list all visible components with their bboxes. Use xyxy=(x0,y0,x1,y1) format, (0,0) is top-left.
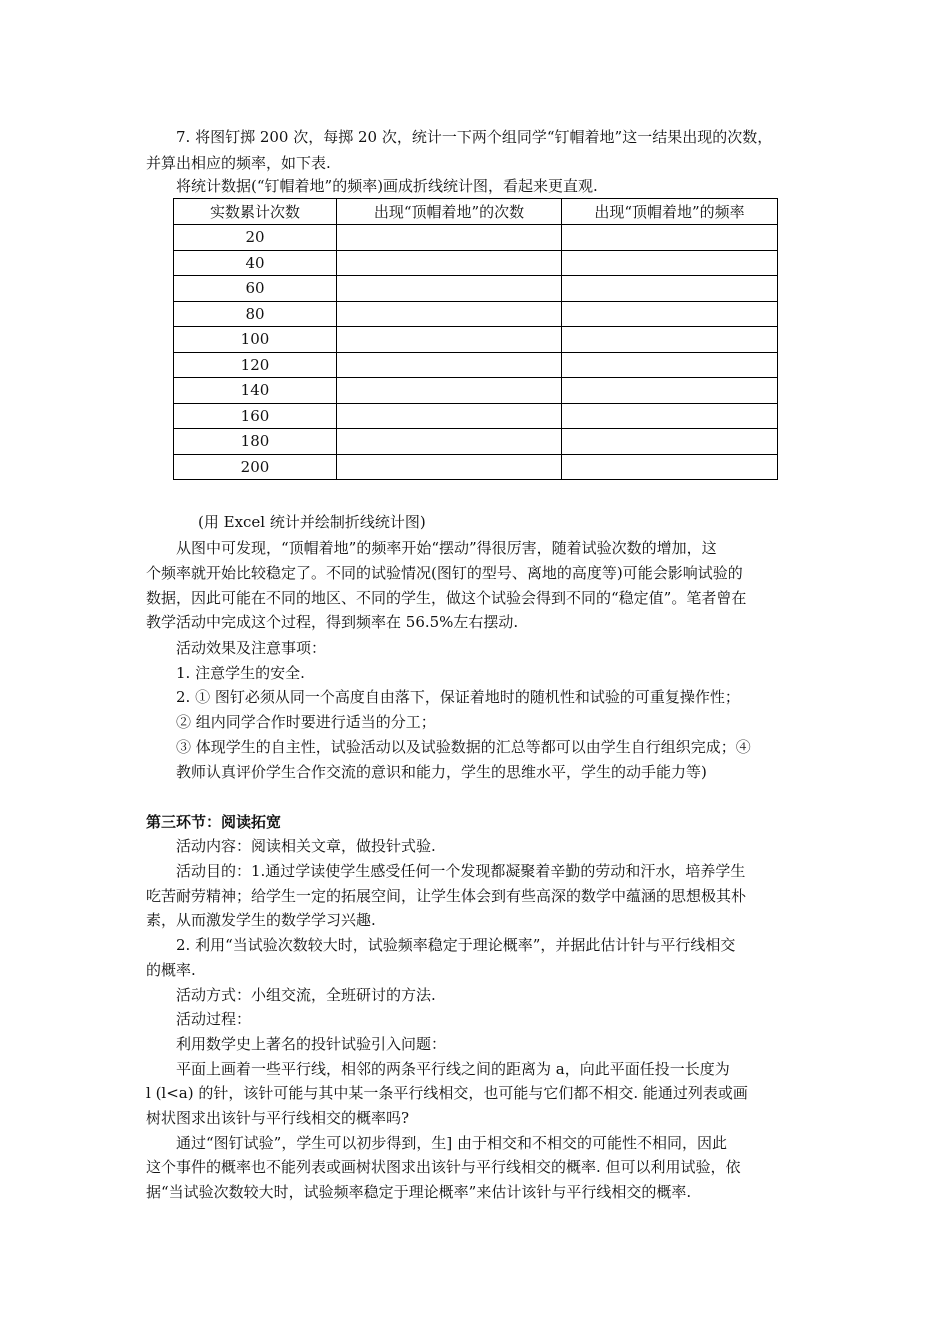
table-cell: 80 xyxy=(174,301,337,327)
table-cell xyxy=(562,301,778,327)
paragraph-line: 教学活动中完成这个过程，得到频率在 56.5%左右摆动. xyxy=(146,613,519,631)
table-row xyxy=(174,327,778,353)
note-item: ③ 体现学生的自主性，试验活动以及试验数据的汇总等都可以由学生自行组织完成；④ xyxy=(176,738,751,756)
activity-content: 活动内容：阅读相关文章，做投针式验. xyxy=(176,837,436,855)
table-row xyxy=(174,378,778,404)
table-row xyxy=(174,225,778,251)
paragraph-line: 个频率就开始比较稳定了。不同的试验情况(图钉的型号、离地的高度等)可能会影响试验的 xyxy=(146,564,743,582)
table-header: 实数累计次数 xyxy=(174,199,337,225)
table-row xyxy=(174,403,778,429)
table-row xyxy=(174,276,778,302)
table-cell xyxy=(337,250,562,276)
table-header: 出现“顶帽着地”的频率 xyxy=(562,199,778,225)
table-cell xyxy=(562,352,778,378)
table-cell xyxy=(337,378,562,404)
table-row xyxy=(174,250,778,276)
activity-point-line: 的概率. xyxy=(146,961,196,979)
activity-process: 活动过程： xyxy=(176,1010,252,1028)
answer-line: 这个事件的概率也不能列表或画树状图求出该针与平行线相交的概率. 但可以利用试验，依 xyxy=(146,1158,741,1176)
table-caption: (用 Excel 统计并绘制折线统计图) xyxy=(198,513,426,531)
table-cell xyxy=(562,378,778,404)
table-cell xyxy=(562,429,778,455)
table-cell: 120 xyxy=(174,352,337,378)
table-cell xyxy=(562,403,778,429)
table-cell: 60 xyxy=(174,276,337,302)
intro-line-3: 将统计数据(“钉帽着地”的频率)画成折线统计图，看起来更直观. xyxy=(176,177,598,195)
intro-line-2: 并算出相应的频率，如下表. xyxy=(146,154,331,172)
note-item: 教师认真评价学生合作交流的意识和能力，学生的思维水平，学生的动手能力等) xyxy=(176,763,707,781)
table-cell xyxy=(562,327,778,353)
paragraph-line: 数据，因此可能在不同的地区、不同的学生，做这个试验会得到不同的“稳定值”。笔者曾在 xyxy=(146,589,747,607)
table-cell xyxy=(562,454,778,480)
question-line: l (l<a) 的针，该针可能与其中某一条平行线相交，也可能与它们都不相交. 能通过列表或画 xyxy=(146,1084,748,1102)
table-header: 出现“顶帽着地”的次数 xyxy=(337,199,562,225)
note-item: 1. 注意学生的安全. xyxy=(176,664,305,682)
table-cell: 140 xyxy=(174,378,337,404)
table-cell xyxy=(337,301,562,327)
answer-line: 据“当试验次数较大时，试验频率稳定于理论概率”来估计该针与平行线相交的概率. xyxy=(146,1183,692,1201)
activity-purpose-line: 素，从而激发学生的数学学习兴趣. xyxy=(146,911,376,929)
table-cell xyxy=(337,454,562,480)
answer-line: 通过“图钉试验”，学生可以初步得到，生] 由于相交和不相交的可能性不相同，因此 xyxy=(176,1134,727,1152)
table-cell xyxy=(562,225,778,251)
activity-point-line: 2. 利用“当试验次数较大时，试验频率稳定于理论概率”，并据此估计针与平行线相交 xyxy=(176,936,736,954)
note-item: ② 组内同学合作时要进行适当的分工； xyxy=(176,713,436,731)
table-cell xyxy=(337,352,562,378)
table-row xyxy=(174,301,778,327)
activity-method: 活动方式：小组交流，全班研讨的方法. xyxy=(176,986,436,1004)
question-line: 平面上画着一些平行线，相邻的两条平行线之间的距离为 a，向此平面任投一长度为 xyxy=(176,1060,730,1078)
notes-title: 活动效果及注意事项： xyxy=(176,639,327,657)
question-intro: 利用数学史上著名的投针试验引入问题： xyxy=(176,1035,447,1053)
note-item: 2. ① 图钉必须从同一个高度自由落下，保证着地时的随机性和试验的可重复操作性； xyxy=(176,688,740,706)
frequency-table xyxy=(173,198,778,480)
table-cell xyxy=(337,403,562,429)
table-cell: 20 xyxy=(174,225,337,251)
table-cell xyxy=(562,276,778,302)
table-cell: 100 xyxy=(174,327,337,353)
section-heading: 第三环节：阅读拓宽 xyxy=(146,813,282,831)
table-cell xyxy=(337,276,562,302)
table-cell: 40 xyxy=(174,250,337,276)
table-cell: 200 xyxy=(174,454,337,480)
table-cell xyxy=(337,225,562,251)
table-cell xyxy=(562,250,778,276)
intro-line-1: 7. 将图钉掷 200 次，每掷 20 次，统计一下两个组同学“钉帽着地”这一结果出现的次数， xyxy=(176,128,773,146)
table-row xyxy=(174,429,778,455)
activity-purpose-line: 吃苦耐劳精神；给学生一定的拓展空间，让学生体会到有些高深的数学中蕴涵的思想极其朴 xyxy=(146,887,747,905)
table-cell: 180 xyxy=(174,429,337,455)
activity-purpose-line: 活动目的：1.通过学读使学生感受任何一个发现都凝聚着辛勤的劳动和汗水，培养学生 xyxy=(176,862,746,880)
question-line: 树状图求出该针与平行线相交的概率吗? xyxy=(146,1109,410,1127)
table-cell xyxy=(337,327,562,353)
table-header-row xyxy=(174,199,778,225)
table-cell xyxy=(337,429,562,455)
table-cell: 160 xyxy=(174,403,337,429)
table-row xyxy=(174,454,778,480)
table-row xyxy=(174,352,778,378)
paragraph-line: 从图中可发现，“顶帽着地”的频率开始“摆动”得很厉害，随着试验次数的增加，这 xyxy=(176,539,717,557)
